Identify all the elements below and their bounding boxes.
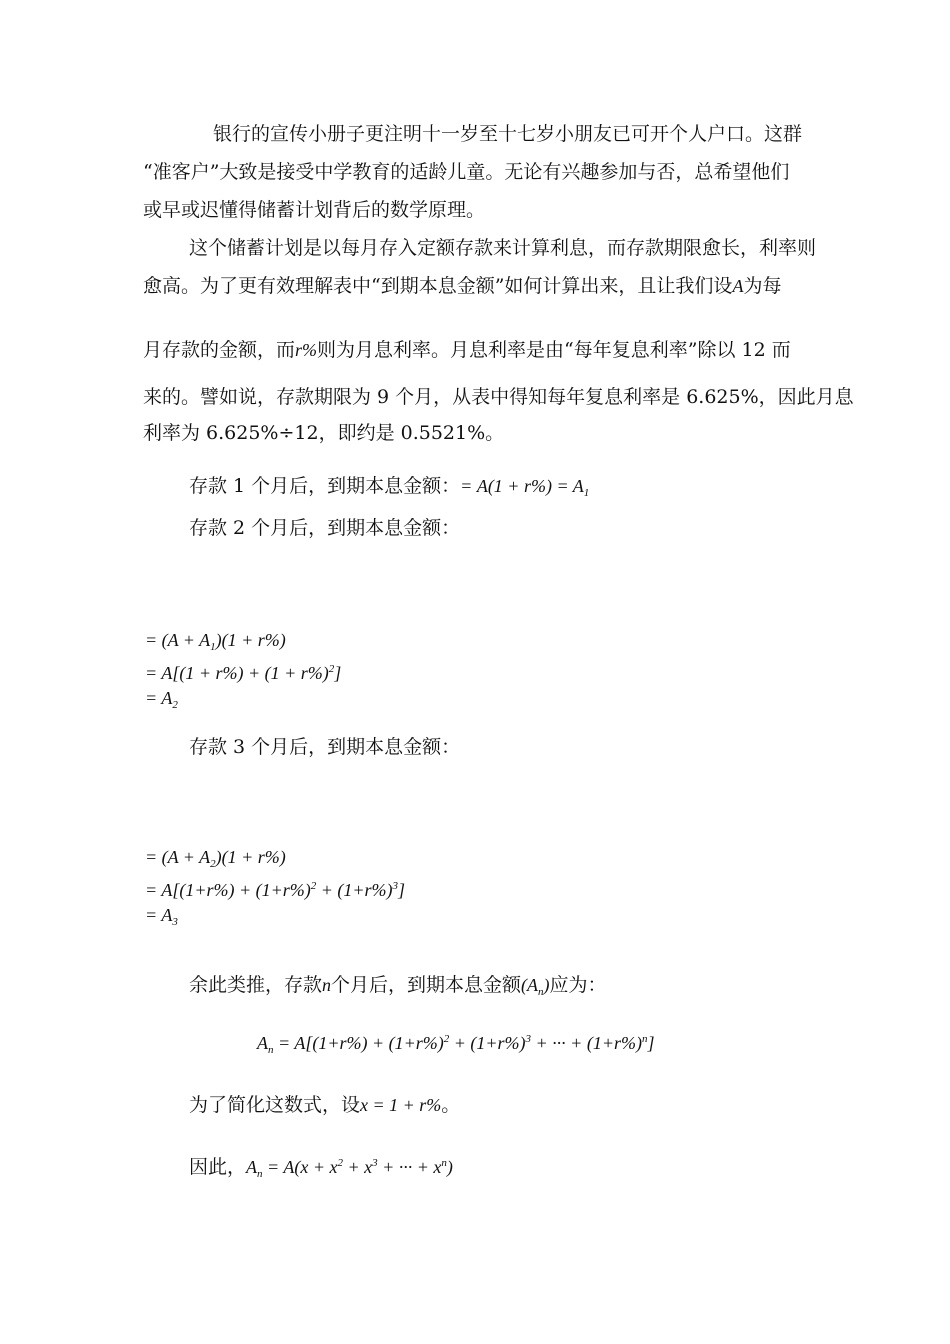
paragraph-1-line-2: “准客户”大致是接受中学教育的适龄儿童。无论有兴趣参加与否，总希望他们 — [143, 161, 790, 183]
paragraph-2-text: 则为月息利率。月息利率是由“每年复息利率”除以 12 而 — [317, 339, 791, 361]
simplify-text: 。 — [441, 1094, 461, 1116]
month-2-formula-line-3: = $A_2$ — [145, 688, 178, 711]
variable-a: A — [732, 276, 744, 296]
month-n-line — [189, 973, 607, 1004]
month-2-formula-line-1: = $(A + A_1)(1 + r\%)$ — [145, 630, 286, 653]
paragraph-2-line-2 — [143, 274, 781, 298]
final-formula: $A_n = A(x + x^2 + x^3$ + ··· + $x^n$) — [246, 1157, 453, 1180]
simplify-line — [189, 1093, 460, 1117]
general-formula: $A_n = A[(1+r\%) + (1+r\%)^2 + (1+r\%)^3$ + ··· + $(1+r\%)^n$] — [257, 1033, 655, 1056]
month-2-formula-line-2: = $A[(1 + r\%) + (1 + r\%)^2]$ — [145, 663, 342, 683]
paragraph-1-line-1: 银行的宣传小册子更注明十一岁至十七岁小朋友已可开个人户口。这群 — [213, 123, 803, 145]
month-3-label: 存款 3 个月后，到期本息金额： — [189, 736, 461, 758]
paragraph-2-text: 愈高。为了更有效理解表中“到期本息金额”如何计算出来，且让我们设 — [143, 275, 733, 297]
month-3-formula-line-2: = $A[(1+r\%) + (1+r\%)^2 + (1+r\%)^3]$ — [145, 880, 406, 900]
month-3-formula-line-1: = $(A + A_2)(1 + r\%)$ — [145, 847, 286, 870]
month-1-formula: = $A(1 + r\%) = A_1$ — [460, 476, 590, 499]
month-1-line — [189, 474, 589, 505]
paragraph-2-line-5: 利率为 6.625%÷12，即约是 0.5521%。 — [143, 422, 505, 444]
simplify-text: 为了简化这数式，设 — [189, 1094, 361, 1116]
month-1-label: 存款 1 个月后，到期本息金额： — [189, 475, 461, 497]
variable-r: r% — [295, 340, 318, 360]
x-definition: x = 1 + r% — [360, 1095, 442, 1115]
paragraph-2-line-4: 来的。譬如说，存款期限为 9 个月，从表中得知每年复息利率是 6.625%，因此月息 — [143, 386, 854, 408]
paragraph-2-text: 为每 — [743, 275, 782, 297]
therefore-line — [189, 1151, 453, 1186]
paragraph-1-line-3: 或早或迟懂得储蓄计划背后的数学原理。 — [143, 199, 486, 221]
month-3-formula-line-3: = $A_3$ — [145, 905, 178, 928]
paragraph-2-text: 月存款的金额，而 — [143, 339, 296, 361]
variable-n: n — [322, 975, 332, 995]
month-n-text: 应为： — [549, 974, 607, 996]
month-2-label: 存款 2 个月后，到期本息金额： — [189, 517, 461, 539]
therefore-text: 因此， — [189, 1156, 247, 1178]
paragraph-2-line-3 — [143, 338, 791, 362]
month-n-text: 余此类推，存款 — [189, 974, 323, 996]
month-n-text: 个月后，到期本息金额 — [331, 974, 522, 996]
variable-an: $(A_n)$ — [521, 975, 550, 998]
paragraph-2-line-1: 这个储蓄计划是以每月存入定额存款来计算利息，而存款期限愈长，利率则 — [189, 237, 817, 259]
